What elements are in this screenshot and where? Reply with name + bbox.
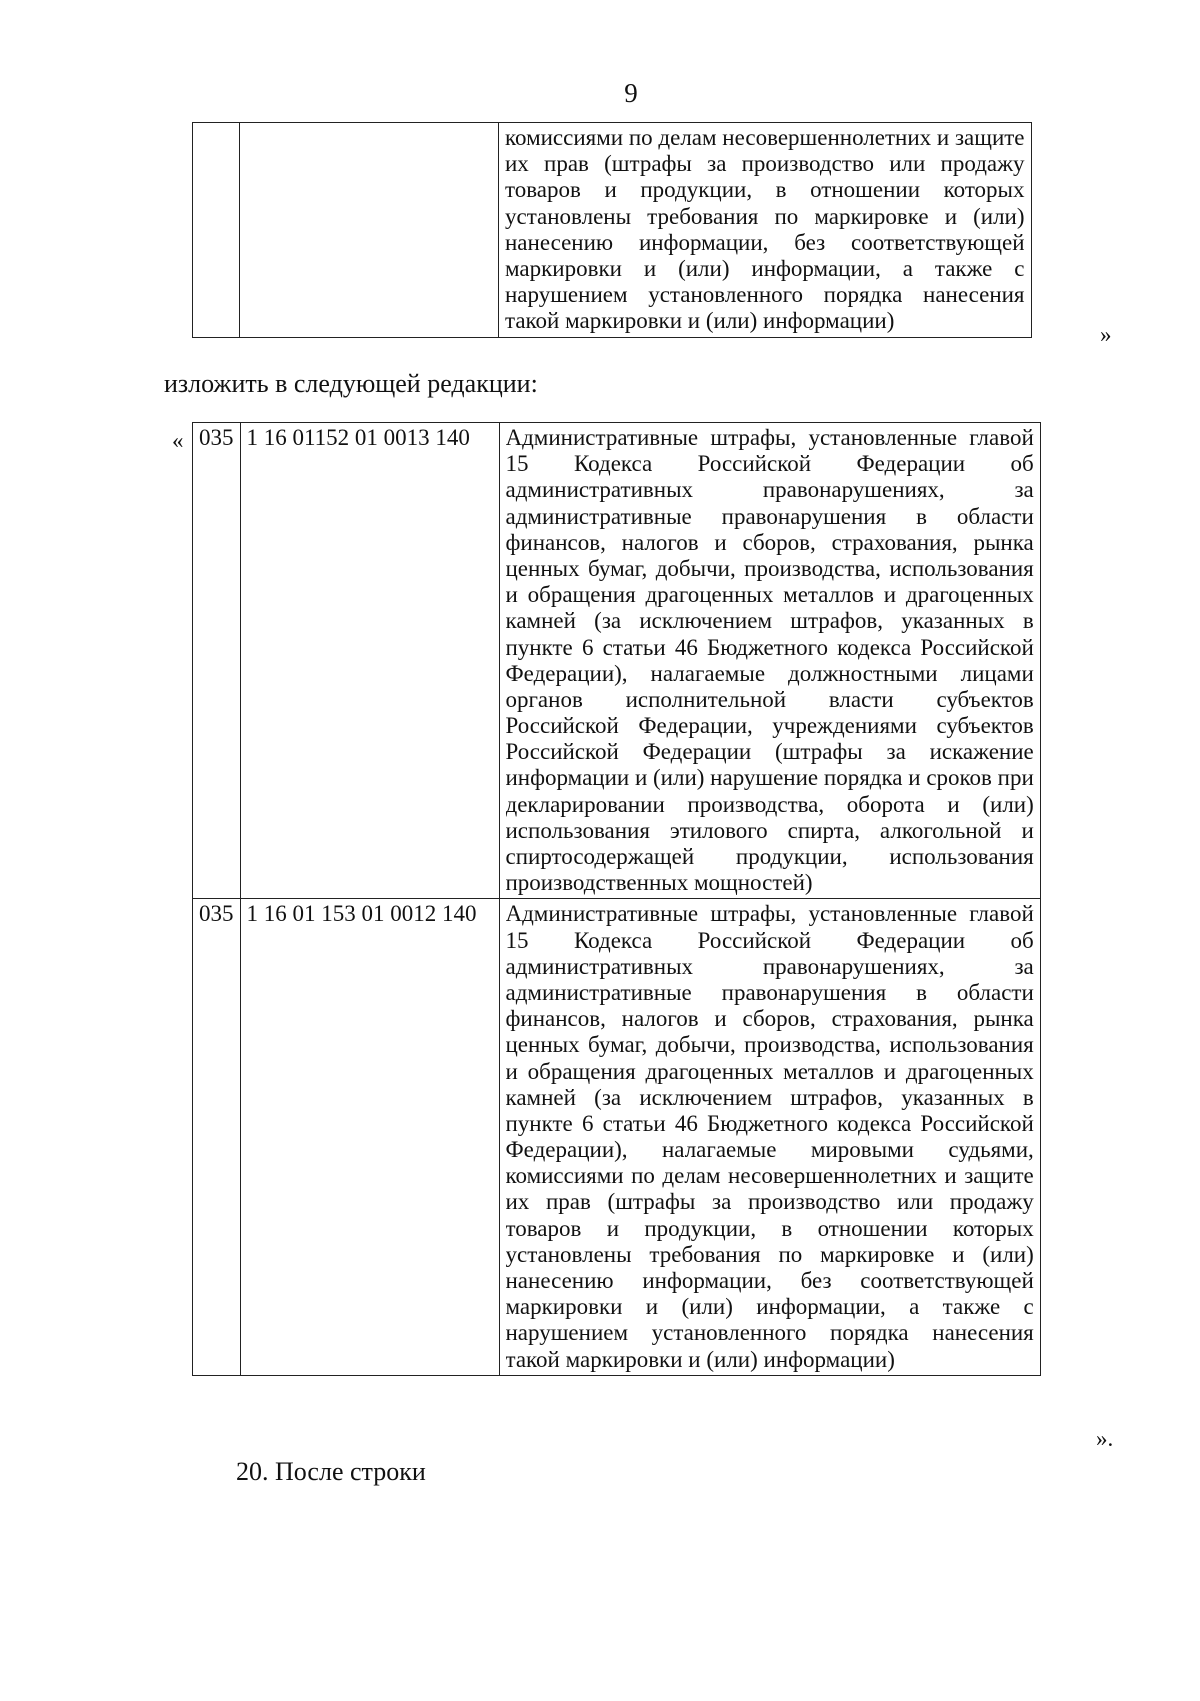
description-line: установлены требования по маркировке и (или) — [505, 203, 1025, 229]
description-line: камней (за исключением штрафов, указанных в — [505, 1084, 1034, 1110]
description-cell — [499, 123, 1032, 338]
budget-table-continuation — [192, 122, 1032, 338]
description-line: декларировании производства, оборота и (или) — [505, 791, 1034, 817]
description-line: административных правонарушениях, за — [505, 477, 1034, 503]
budget-code-cell: 1 16 01152 01 0013 140 — [240, 423, 499, 899]
description-line: использования этилового спирта, алкогольной и — [505, 817, 1034, 843]
description-line: Федерации), налагаемые должностными лицами — [505, 660, 1034, 686]
description-line: 15 Кодекса Российской Федерации об — [505, 451, 1034, 477]
budget-table-new-edition — [192, 422, 1041, 1376]
description-line: пункте 6 статьи 46 Бюджетного кодекса Российской — [505, 1110, 1034, 1136]
description-line: комиссиями по делам несовершеннолетних и защите — [505, 125, 1025, 150]
description-line: нанесению информации, без соответствующей — [505, 229, 1025, 255]
description-line: административные правонарушения в области — [505, 979, 1034, 1005]
description-line: производственных мощностей) — [505, 870, 813, 896]
description-line: их прав (штрафы за производство или продажу — [505, 151, 1025, 177]
closing-quote: » — [1100, 322, 1112, 347]
description-line: установлены требования по маркировке и (или) — [505, 1241, 1034, 1267]
description-line: Административные штрафы, установленные главой — [505, 425, 1034, 450]
description-line: их прав (штрафы за производство или продажу — [505, 1189, 1034, 1215]
description-line: ценных бумаг, добычи, производства, использования — [505, 555, 1034, 581]
description-line: товаров и продукции, в отношении которых — [505, 1215, 1034, 1241]
description-line: нарушением установленного порядка нанесения — [505, 1320, 1034, 1346]
admin-code-cell: 035 — [193, 899, 241, 1375]
description-line: и обращения драгоценных металлов и драгоценных — [505, 1058, 1034, 1084]
description-line: Российской Федерации (штрафы за искажение — [505, 739, 1034, 765]
description-line: 15 Кодекса Российской Федерации об — [505, 927, 1034, 953]
description-line: административных правонарушениях, за — [505, 953, 1034, 979]
description-line: товаров и продукции, в отношении которых — [505, 177, 1025, 203]
table-row — [193, 423, 1041, 899]
admin-code-cell — [193, 123, 240, 338]
description-line: пункте 6 статьи 46 Бюджетного кодекса Российской — [505, 634, 1034, 660]
description-line: нанесению информации, без соответствующей — [505, 1268, 1034, 1293]
description-line: комиссиями по делам несовершеннолетних и защите — [505, 1163, 1034, 1189]
page-number: 9 — [624, 78, 638, 108]
description-line: финансов, налогов и сборов, страхования, рынка — [505, 1006, 1034, 1032]
description-cell — [499, 899, 1040, 1375]
table-row — [193, 123, 1032, 338]
description-line: финансов, налогов и сборов, страхования, рынка — [505, 529, 1034, 555]
description-line: камней (за исключением штрафов, указанных в — [505, 608, 1034, 634]
description-line: маркировки и (или) информации, а также с — [505, 1294, 1034, 1320]
description-line: такой маркировки и (или) информации) — [505, 308, 895, 334]
instruction-text: изложить в следующей редакции: — [164, 369, 538, 398]
description-line: маркировки и (или) информации, а также с — [505, 255, 1025, 281]
description-line: Федерации), налагаемые мировыми судьями, — [505, 1137, 1034, 1163]
table-row — [193, 899, 1041, 1375]
next-paragraph: 20. После строки — [236, 1457, 426, 1486]
description-line: нарушением установленного порядка нанесения — [505, 282, 1025, 308]
description-line: ценных бумаг, добычи, производства, использования — [505, 1032, 1034, 1058]
description-cell — [499, 423, 1040, 899]
opening-quote: « — [172, 428, 184, 453]
budget-code-cell — [240, 123, 499, 338]
description-line: Административные штрафы, установленные главой — [505, 901, 1034, 927]
description-line: такой маркировки и (или) информации) — [505, 1346, 895, 1372]
budget-code-cell: 1 16 01 153 01 0012 140 — [240, 899, 499, 1375]
closing-quote-final: ». — [1096, 1426, 1114, 1451]
description-line: информации и (или) нарушение порядка и сроков при — [505, 765, 1034, 791]
description-line: Российской Федерации, учреждениями субъектов — [505, 713, 1034, 739]
description-line: и обращения драгоценных металлов и драгоценных — [505, 582, 1034, 608]
description-line: административные правонарушения в области — [505, 503, 1034, 529]
description-line: спиртосодержащей продукции, использования — [505, 844, 1034, 869]
admin-code-cell: 035 — [193, 423, 241, 899]
description-line: органов исполнительной власти субъектов — [505, 686, 1034, 712]
